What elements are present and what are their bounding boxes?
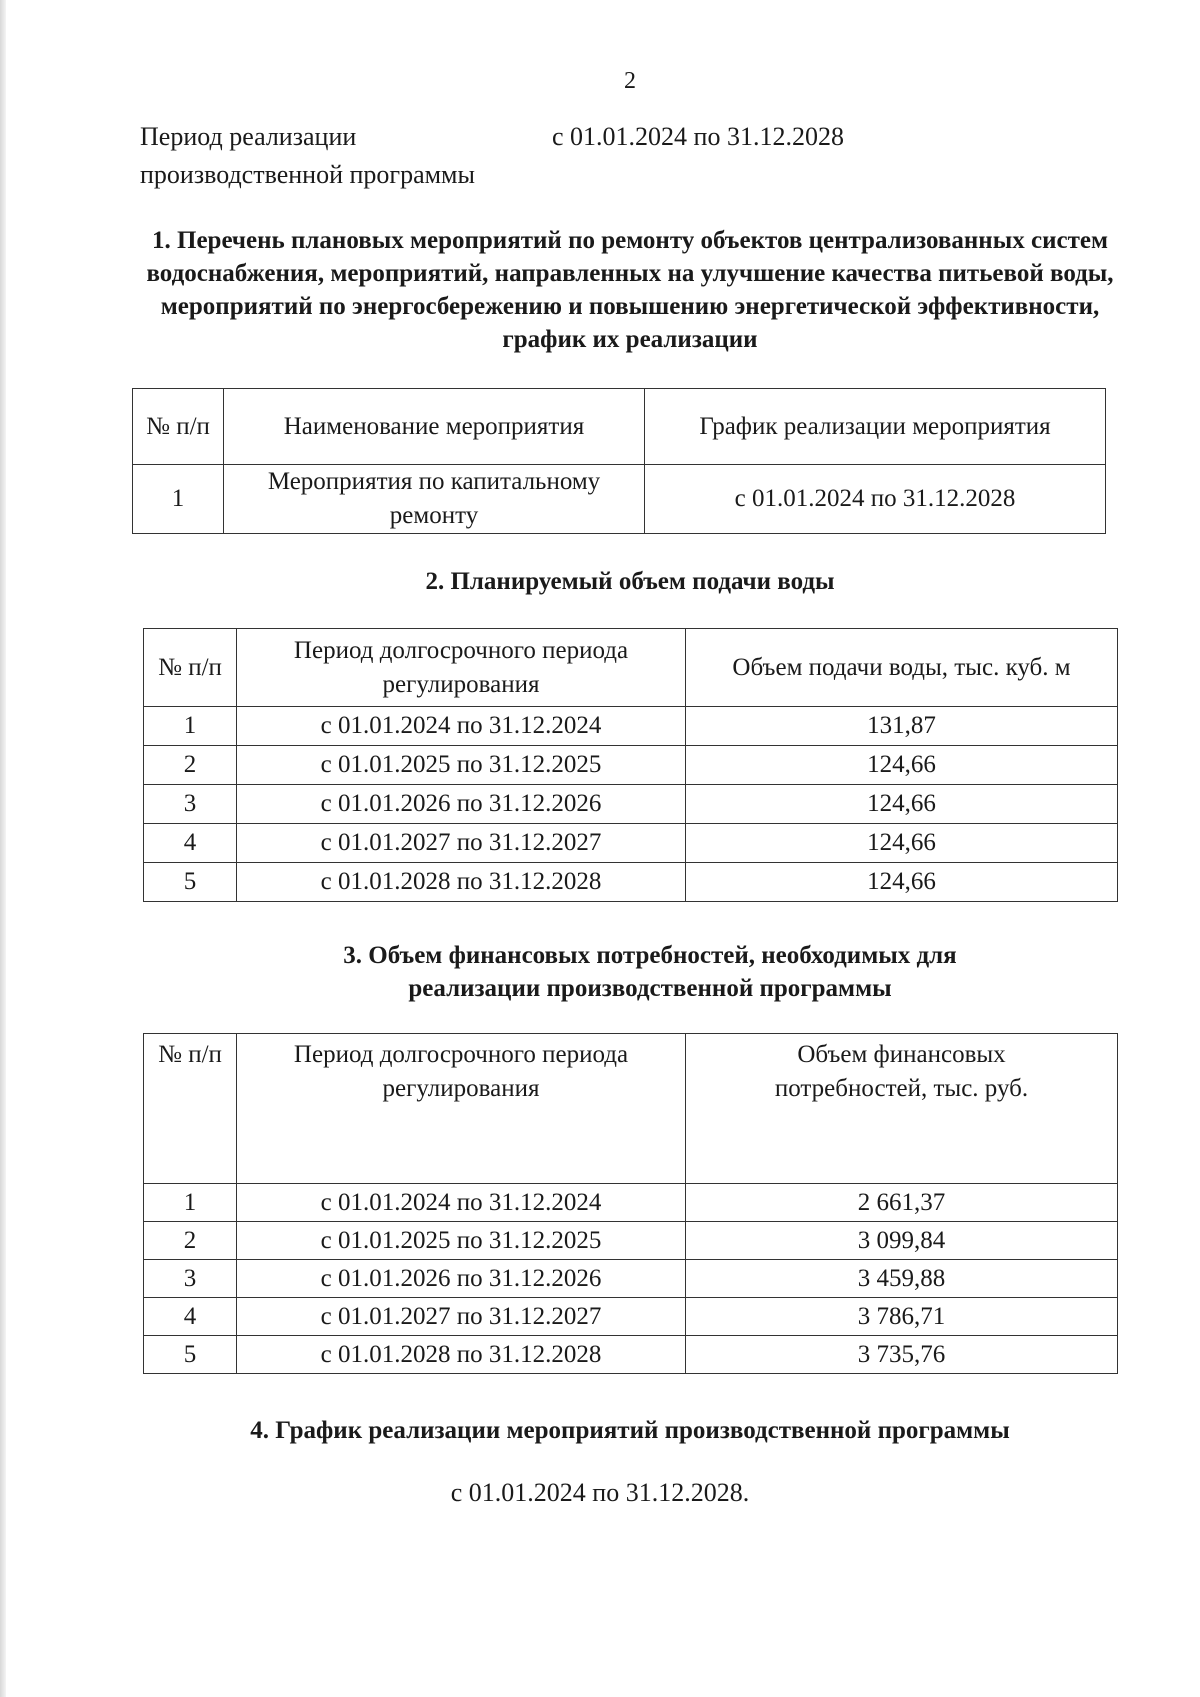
cell-schedule: с 01.01.2024 по 31.12.2028 [645,465,1106,534]
table-row [133,465,1106,534]
header-cell-number: № п/п [144,1034,237,1184]
table-row [144,1336,1118,1374]
section3-title: 3. Объем финансовых потребностей, необходимых для реализации производственной программы [343,942,957,1002]
cell-water-volume: 124,66 [686,746,1118,785]
cell-water-volume: 124,66 [686,863,1118,902]
header-cell-schedule: График реализации мероприятия [645,389,1106,465]
cell-period: с 01.01.2024 по 31.12.2024 [237,1184,686,1222]
cell-water-volume: 131,87 [686,707,1118,746]
cell-number: 1 [144,707,237,746]
section2-table [143,628,1118,902]
cell-period: с 01.01.2025 по 31.12.2025 [237,746,686,785]
cell-period: с 01.01.2027 по 31.12.2027 [237,1298,686,1336]
cell-finance-volume: 3 099,84 [686,1222,1118,1260]
table-row [144,785,1118,824]
header-cell-number: № п/п [133,389,224,465]
cell-water-volume: 124,66 [686,785,1118,824]
cell-number: 5 [144,863,237,902]
cell-number: 4 [144,1298,237,1336]
cell-event-name: Мероприятия по капитальному ремонту [224,465,645,534]
period-label: Период реализации производственной программы [140,122,475,189]
header-cell-period: Период долгосрочного периода регулирования [237,1034,686,1184]
section1-table [132,388,1106,534]
cell-number: 4 [144,824,237,863]
section1-title: 1. Перечень плановых мероприятий по ремонту объектов централизованных систем водоснабжения, мероприятий, направленных на улучшение качества питьевой воды, мероприятий по энергосбережению и повышению энергетической эффективности, график их реализации [146,227,1114,353]
header-cell-number: № п/п [144,629,237,707]
cell-finance-volume: 3 786,71 [686,1298,1118,1336]
page-number: 2 [624,68,636,94]
cell-number: 3 [144,1260,237,1298]
table-row [144,1222,1118,1260]
cell-number: 1 [133,465,224,534]
cell-period: с 01.01.2028 по 31.12.2028 [237,863,686,902]
cell-finance-volume: 2 661,37 [686,1184,1118,1222]
table-row [144,863,1118,902]
cell-period: с 01.01.2027 по 31.12.2027 [237,824,686,863]
table-row [144,824,1118,863]
header-cell-period: Период долгосрочного периода регулирования [237,629,686,707]
cell-finance-volume: 3 459,88 [686,1260,1118,1298]
cell-number: 1 [144,1184,237,1222]
cell-period: с 01.01.2024 по 31.12.2024 [237,707,686,746]
table-row [144,1260,1118,1298]
section4-period: с 01.01.2024 по 31.12.2028. [450,1478,750,1507]
cell-period: с 01.01.2026 по 31.12.2026 [237,785,686,824]
header-cell-name: Наименование мероприятия [224,389,645,465]
cell-finance-volume: 3 735,76 [686,1336,1118,1374]
section2-title: 2. Планируемый объем подачи воды [425,568,835,595]
cell-number: 2 [144,1222,237,1260]
cell-period: с 01.01.2028 по 31.12.2028 [237,1336,686,1374]
table-header-row [133,389,1106,465]
cell-number: 5 [144,1336,237,1374]
table-header-row [144,1034,1118,1184]
cell-period: с 01.01.2026 по 31.12.2026 [237,1260,686,1298]
header-cell-water-volume: Объем подачи воды, тыс. куб. м [686,629,1118,707]
cell-period: с 01.01.2025 по 31.12.2025 [237,1222,686,1260]
table-row [144,707,1118,746]
cell-water-volume: 124,66 [686,824,1118,863]
section3-table [143,1033,1118,1374]
table-header-row [144,629,1118,707]
scan-edge [0,0,6,1697]
section4-title: 4. График реализации мероприятий производственной программы [250,1417,1010,1444]
cell-number: 2 [144,746,237,785]
table-row [144,1298,1118,1336]
period-value: с 01.01.2024 по 31.12.2028 [552,122,844,151]
table-row [144,746,1118,785]
header-cell-finance-volume: Объем финансовых потребностей, тыс. руб. [686,1034,1118,1184]
table-row [144,1184,1118,1222]
cell-number: 3 [144,785,237,824]
